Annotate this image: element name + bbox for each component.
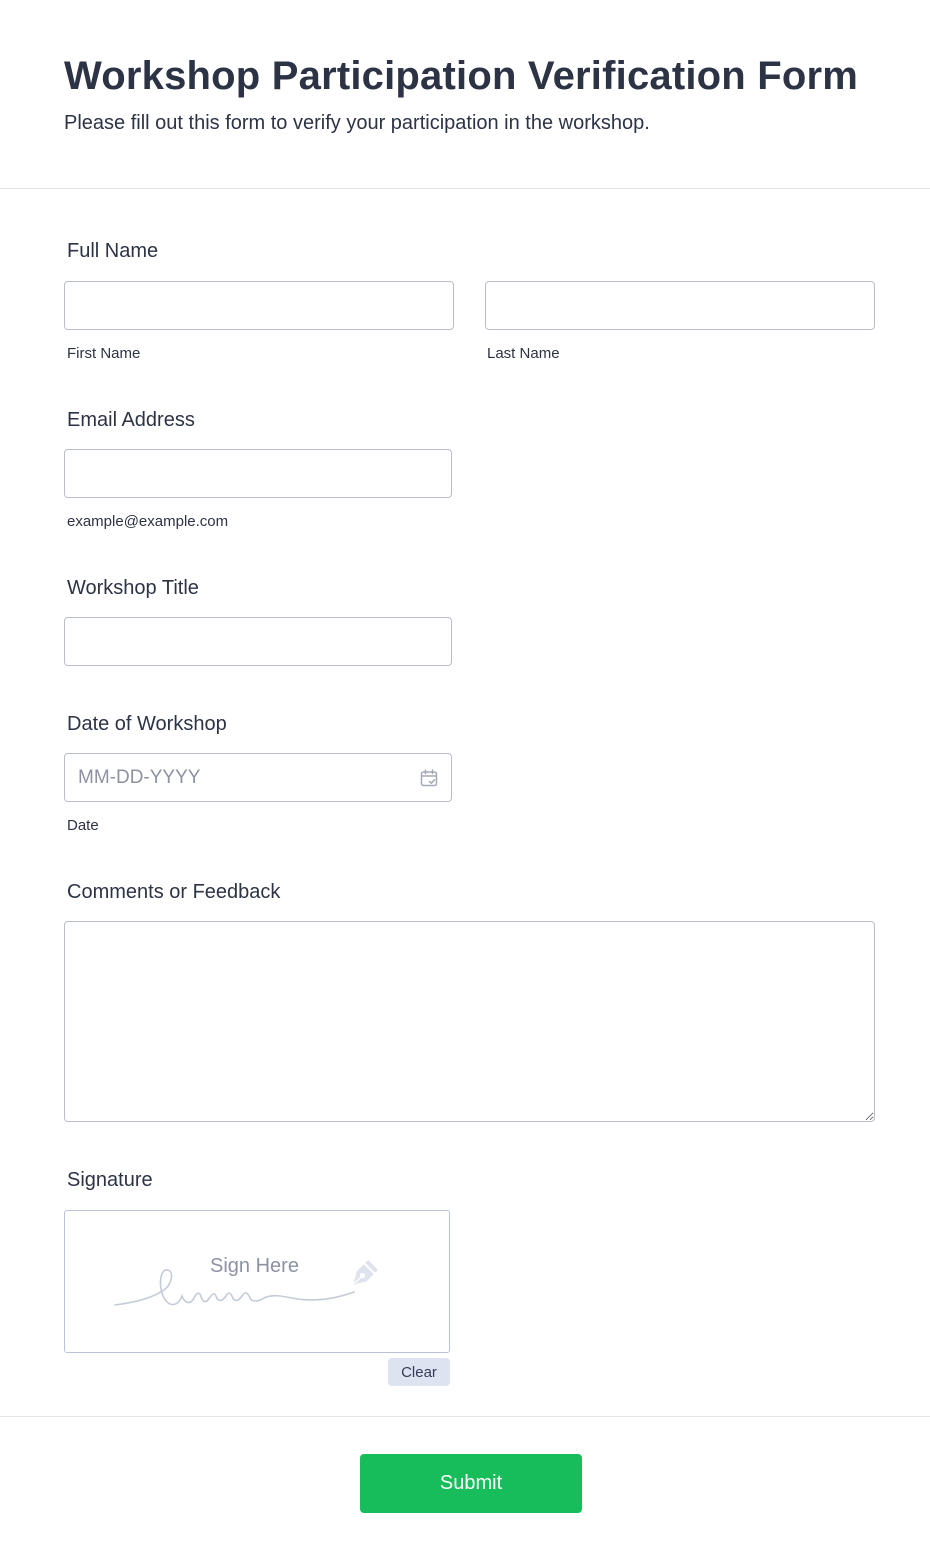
date-input[interactable]	[64, 753, 452, 802]
form-header	[0, 0, 930, 189]
clear-signature-button[interactable]: Clear	[388, 1358, 450, 1386]
calendar-check-icon[interactable]	[419, 768, 439, 788]
first-name-sublabel: First Name	[67, 345, 141, 362]
first-name-input[interactable]	[64, 281, 454, 330]
signature-label: Signature	[67, 1169, 153, 1191]
workshop-title-label: Workshop Title	[67, 577, 199, 599]
comments-textarea[interactable]	[64, 921, 875, 1122]
form-subtitle: Please fill out this form to verify your participation in the workshop.	[64, 112, 650, 134]
signature-placeholder: Sign Here	[210, 1255, 299, 1277]
form-title: Workshop Participation Verification Form	[64, 54, 859, 98]
date-label: Date of Workshop	[67, 713, 227, 735]
last-name-sublabel: Last Name	[487, 345, 560, 362]
footer-divider	[0, 1416, 930, 1417]
email-label: Email Address	[67, 409, 195, 431]
submit-button[interactable]: Submit	[360, 1454, 582, 1513]
date-sublabel: Date	[67, 817, 99, 834]
comments-label: Comments or Feedback	[67, 881, 281, 903]
last-name-input[interactable]	[485, 281, 875, 330]
workshop-title-input[interactable]	[64, 617, 452, 666]
email-sublabel: example@example.com	[67, 513, 229, 530]
full-name-label: Full Name	[67, 240, 159, 262]
email-input[interactable]	[64, 449, 452, 498]
